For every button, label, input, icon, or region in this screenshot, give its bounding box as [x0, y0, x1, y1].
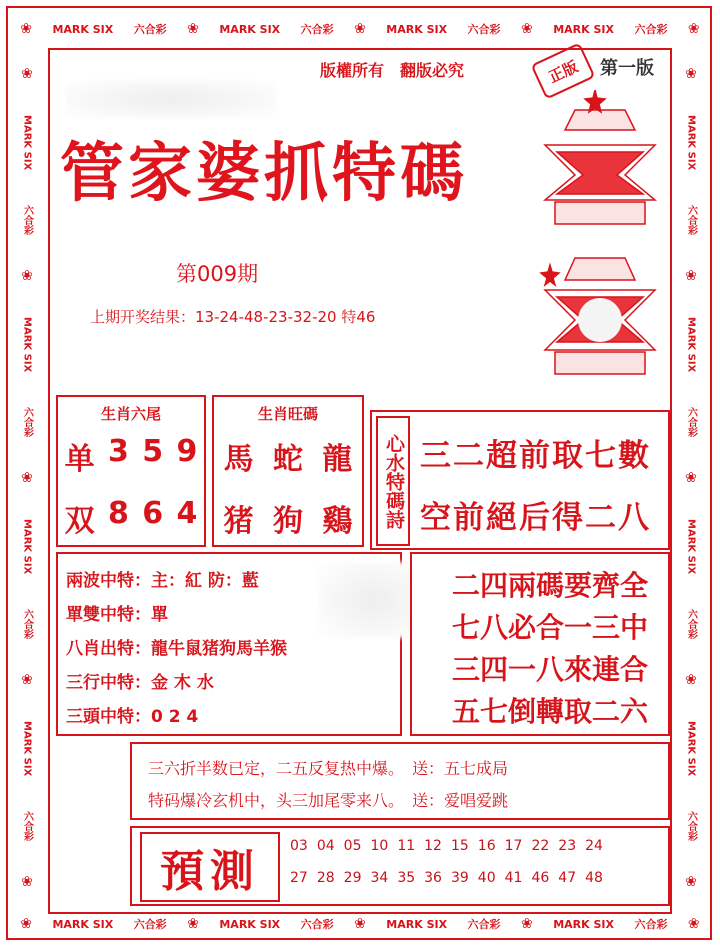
tail-digit: 9 [176, 434, 198, 469]
zodiac-sign: 龍 [322, 442, 353, 477]
tail-digit: 3 [108, 434, 129, 469]
flower-icon: ❀ [21, 671, 33, 688]
prediction-number: 35 [397, 870, 416, 886]
prediction-row [290, 838, 603, 854]
poem-line: 二四兩碼要齊全 [452, 569, 649, 602]
zodiac-sign: 鷄 [322, 504, 353, 539]
info-label: 兩波中特： [66, 571, 151, 591]
prediction-number: 17 [504, 838, 523, 854]
band-text: 六合彩 [685, 204, 697, 235]
poem-box-1 [370, 410, 670, 550]
flower-icon: ❀ [685, 469, 697, 486]
band-text: MARK SIX [21, 115, 33, 171]
prediction-number: 16 [477, 838, 496, 854]
zodiac-six-row-even [58, 496, 204, 540]
band-text: 六合彩 [300, 23, 334, 36]
lantern-icon [535, 90, 665, 380]
zodiac-win-row1 [214, 434, 362, 478]
info-label: 三頭中特： [66, 707, 151, 727]
hint-text: 特码爆冷玄机中，头三加尾零来八。 [148, 791, 397, 810]
hints-box [130, 742, 670, 820]
prediction-number: 10 [370, 838, 389, 854]
zodiac-sign: 蛇 [272, 442, 303, 477]
flower-icon: ❀ [21, 469, 33, 486]
authentic-stamp: 正版 [530, 42, 595, 99]
prediction-number: 15 [450, 838, 469, 854]
band-text: 六合彩 [300, 918, 334, 931]
prediction-number: 41 [504, 870, 523, 886]
flower-icon: ❀ [354, 21, 366, 37]
right-border-band [674, 50, 708, 906]
band-text: MARK SIX [685, 721, 697, 777]
hint-line-2 [148, 788, 508, 811]
band-text: 六合彩 [21, 810, 33, 841]
prediction-number: 40 [477, 870, 496, 886]
tail-digit: 5 [142, 434, 164, 469]
prediction-number: 39 [450, 870, 469, 886]
hint-line-1 [148, 756, 508, 779]
info-label: 三行中特： [66, 673, 151, 693]
band-text: MARK SIX [553, 917, 614, 931]
flower-icon: ❀ [20, 21, 32, 37]
info-row [66, 634, 287, 659]
zodiac-sign: 狗 [272, 504, 303, 539]
info-value: 金 木 水 [151, 673, 214, 693]
top-border-band [10, 14, 710, 44]
even-label: 双 [64, 504, 95, 539]
flower-icon: ❀ [521, 916, 533, 932]
zodiac-win-box [212, 395, 364, 547]
flower-icon: ❀ [21, 873, 33, 890]
flower-icon: ❀ [685, 66, 697, 83]
info-value: 0 2 4 [151, 707, 199, 727]
info-value: 龍牛鼠猪狗馬羊猴 [151, 639, 287, 659]
info-row [66, 668, 214, 693]
flower-icon: ❀ [187, 916, 199, 932]
prediction-number: 22 [531, 838, 550, 854]
prediction-number: 34 [370, 870, 389, 886]
band-text: 六合彩 [685, 810, 697, 841]
hint-send: 送：爱唱爱跳 [412, 791, 509, 810]
band-text: 六合彩 [467, 23, 501, 36]
poem-line: 三四一八來連合 [452, 653, 649, 686]
band-text: MARK SIX [685, 317, 697, 373]
left-border-band [10, 50, 44, 906]
band-text: MARK SIX [21, 519, 33, 575]
flower-icon: ❀ [21, 268, 33, 285]
issue-number: 第009期 [176, 262, 259, 286]
info-value: 主：紅 防：藍 [151, 571, 259, 591]
prediction-number: 48 [585, 870, 603, 886]
band-text: MARK SIX [21, 721, 33, 777]
prediction-number: 12 [424, 838, 442, 854]
prediction-number: 23 [558, 838, 577, 854]
band-text: MARK SIX [685, 115, 697, 171]
flower-icon: ❀ [20, 916, 32, 932]
last-draw-result: 上期开奖结果：13-24-48-23-32-20 特46 [90, 308, 376, 326]
band-text: MARK SIX [386, 22, 448, 36]
tail-digit: 6 [142, 496, 164, 531]
band-text: 六合彩 [133, 918, 167, 931]
zodiac-six-tails-box [56, 395, 206, 547]
prediction-number: 28 [316, 870, 335, 886]
flower-icon: ❀ [521, 21, 533, 37]
info-label: 八肖出特： [66, 639, 151, 659]
prediction-number: 11 [397, 838, 416, 854]
hint-send: 送：五七成局 [412, 759, 509, 778]
prediction-row [290, 870, 603, 886]
zodiac-six-row-odd [58, 434, 204, 478]
band-text: 六合彩 [467, 918, 501, 931]
band-text: MARK SIX [386, 917, 448, 931]
odd-label: 单 [64, 442, 95, 477]
prediction-number: 03 [290, 838, 308, 854]
zodiac-six-title: 生肖六尾 [100, 405, 161, 423]
flower-icon: ❀ [685, 268, 697, 285]
flower-icon: ❀ [687, 21, 700, 37]
band-text: MARK SIX [219, 917, 281, 931]
flower-icon: ❀ [21, 66, 33, 83]
band-text: 六合彩 [685, 406, 697, 437]
prediction-number: 27 [290, 870, 308, 886]
prediction-number: 29 [343, 870, 362, 886]
band-text: MARK SIX [52, 22, 114, 36]
info-row [66, 600, 168, 625]
band-text: 六合彩 [21, 406, 33, 437]
band-text: MARK SIX [52, 917, 114, 931]
flower-icon: ❀ [187, 21, 199, 37]
band-text: 六合彩 [21, 204, 33, 235]
tail-digit: 8 [108, 496, 129, 531]
flower-icon: ❀ [685, 873, 697, 890]
prediction-box [130, 826, 670, 906]
info-row [66, 566, 259, 591]
poem-box-2 [410, 552, 670, 736]
poem-line: 空前絕后得二八 [420, 500, 651, 536]
tail-digit: 4 [176, 496, 198, 531]
band-text: MARK SIX [219, 22, 281, 36]
band-text: MARK SIX [685, 519, 697, 575]
edition-label: 第一版 [600, 58, 654, 79]
band-text: MARK SIX [21, 317, 33, 373]
zodiac-sign: 猪 [223, 504, 254, 539]
band-text: 六合彩 [634, 918, 668, 931]
info-value: 單 [151, 605, 168, 625]
zodiac-win-title: 生肖旺碼 [257, 405, 318, 423]
blurred-watermark [66, 80, 276, 118]
prediction-number: 46 [531, 870, 550, 886]
poem-label: 心水特碼詩 [376, 416, 410, 546]
prediction-number: 04 [316, 838, 335, 854]
flower-icon: ❀ [685, 671, 697, 688]
poem-line: 七八必合一三中 [452, 611, 649, 644]
zodiac-sign: 馬 [223, 442, 254, 477]
info-label: 單雙中特： [66, 605, 151, 625]
band-text: 六合彩 [634, 23, 668, 36]
copyright-notice: 版權所有 翻版必究 [320, 61, 465, 80]
prediction-number: 24 [585, 838, 603, 854]
band-text: 六合彩 [21, 608, 33, 639]
hint-text: 三六折半数已定，二五反复热中爆。 [148, 759, 397, 778]
prediction-label: 預測 [140, 832, 280, 902]
flower-icon: ❀ [687, 916, 700, 932]
prediction-number: 36 [424, 870, 442, 886]
zodiac-win-row2 [214, 496, 362, 540]
page-title: 管家婆抓特碼 [60, 136, 468, 211]
poem-line: 三二超前取七數 [420, 438, 651, 474]
poem-line: 五七倒轉取二六 [452, 695, 649, 728]
bottom-border-band [10, 910, 710, 938]
flower-icon: ❀ [354, 916, 366, 932]
prediction-number: 47 [558, 870, 577, 886]
band-text: 六合彩 [685, 608, 697, 639]
band-text: MARK SIX [553, 22, 614, 36]
info-row [66, 702, 198, 727]
band-text: 六合彩 [133, 23, 167, 36]
prediction-number: 05 [343, 838, 362, 854]
